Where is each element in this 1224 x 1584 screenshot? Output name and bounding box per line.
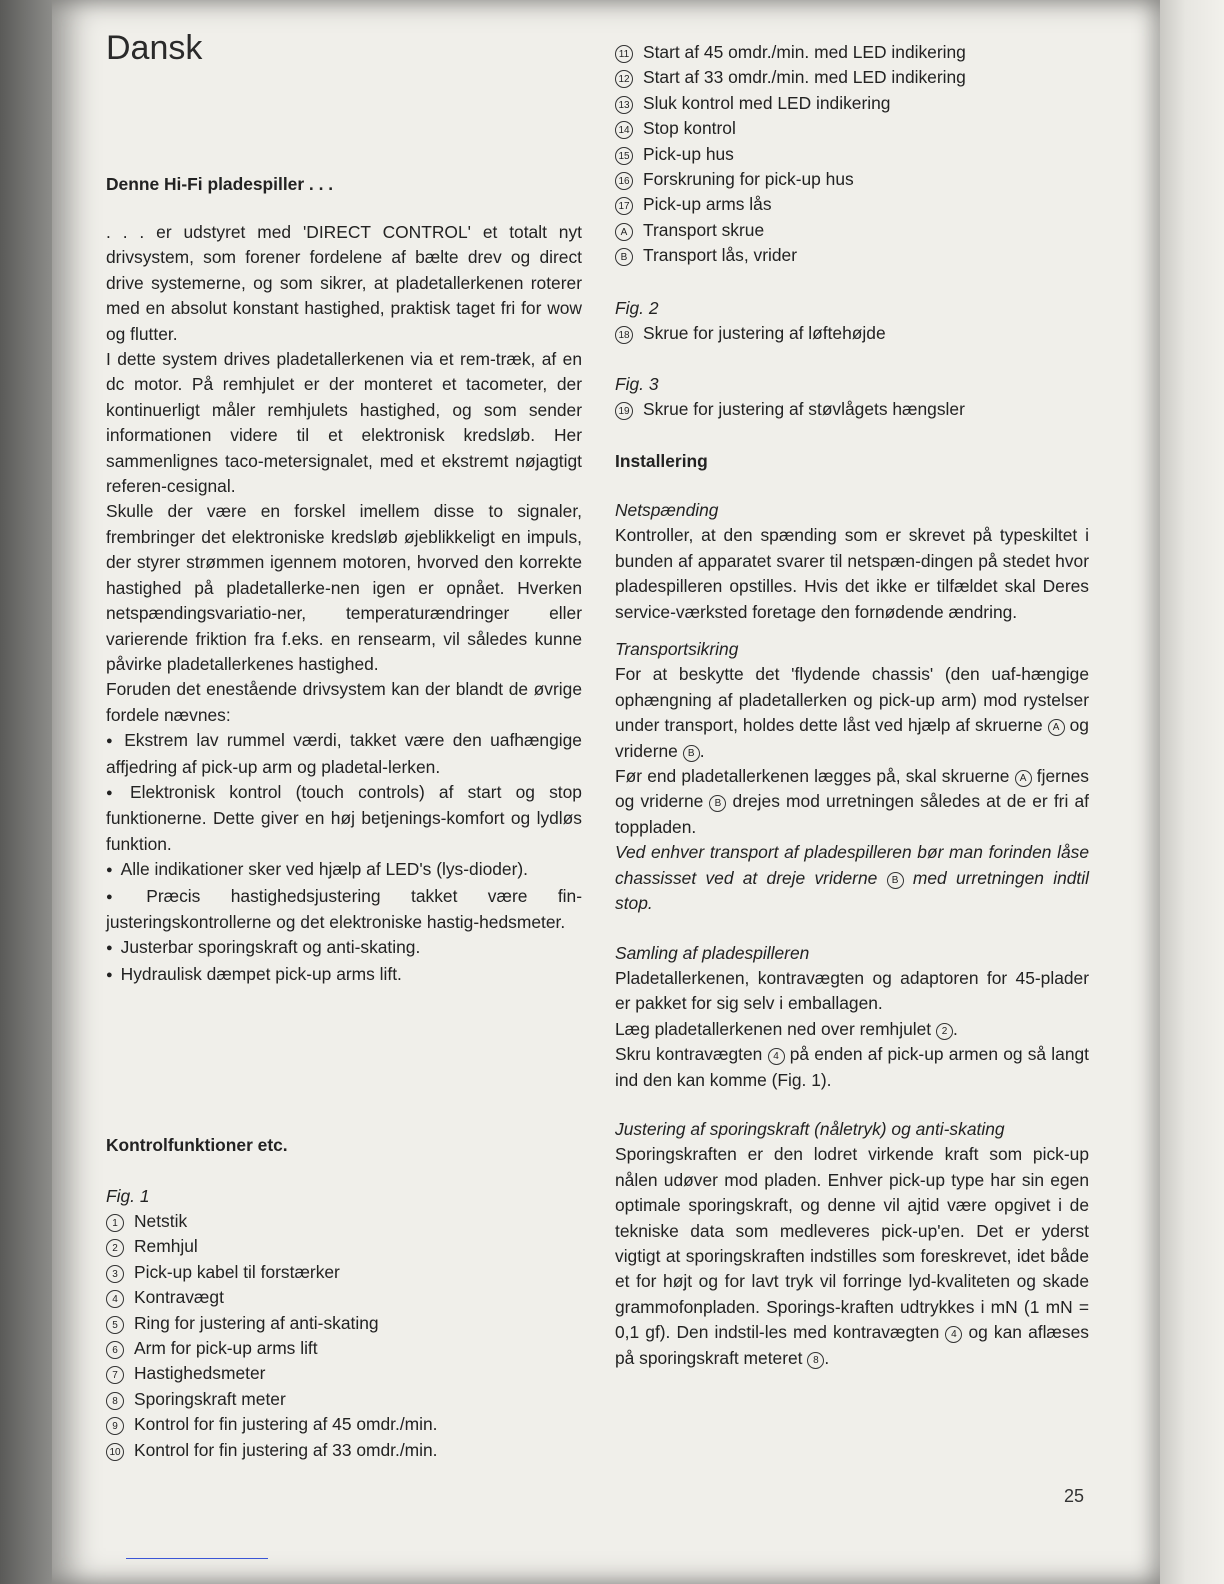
subheading-netspaending: Netspænding [615, 500, 719, 520]
item-number-badge: 9 [106, 1417, 124, 1435]
paragraph-justering [615, 1142, 1089, 1371]
page-gutter-shadow [0, 0, 52, 1584]
control-item [106, 1438, 438, 1463]
item-number-badge: 5 [106, 1316, 124, 1334]
item-label: Start af 33 omdr./min. med LED indikering [643, 67, 966, 88]
paragraph-samling-2 [615, 1017, 1089, 1042]
item-label: Pick-up arms lås [643, 194, 772, 215]
intro-paragraph-2: I dette system drives pladetallerkenen via et rem-træk, af en dc motor. På remhjulet er der monteret et tacometer, der kontinuerligt måler remhjulets hastighed, og som sender informationen videre til et elektronisk kredsløb. Her sammenlignes taco-metersignalet, med et ekstremt nøjagtigt referen-cesignal. [106, 349, 582, 497]
subheading-transportsikring: Transportsikring [615, 639, 739, 660]
item-4-badge: 4 [768, 1048, 785, 1065]
lock-b-badge: B [683, 745, 700, 762]
hyperlink-underline[interactable] [126, 1558, 268, 1559]
control-item [106, 1311, 438, 1336]
text-run: Læg pladetallerkenen ned over remhjulet [615, 1018, 932, 1039]
item-number-badge: 7 [106, 1366, 124, 1384]
item-2-badge: 2 [936, 1023, 953, 1040]
item-number-badge: 17 [615, 197, 633, 215]
control-item [106, 1387, 438, 1412]
page-edge [1160, 0, 1224, 1584]
paragraph-samling-1: Pladetallerkenen, kontravægten og adaptoren for 45-plader er pakket for sig selv i emballagen. [615, 967, 1089, 1014]
control-item [106, 1209, 438, 1234]
item-label: Arm for pick-up arms lift [134, 1338, 318, 1359]
page-title: Dansk [106, 29, 203, 67]
item-label: Transport lås, vrider [643, 245, 797, 266]
control-item [106, 1412, 438, 1437]
text-run: og vriderne [615, 715, 1089, 761]
paragraph-transport-1 [615, 662, 1089, 764]
fig3-item [615, 397, 965, 422]
fig1-list [106, 1209, 438, 1463]
installation-text [615, 498, 1089, 1371]
screw-a-badge: A [1015, 770, 1032, 787]
text-run: drejes mod urretningen således at de er fri af toppladen. [615, 791, 1089, 837]
item-label: Kontrol for fin justering af 33 omdr./min. [134, 1439, 438, 1460]
item-number-badge: 4 [106, 1290, 124, 1308]
control-item [106, 1336, 438, 1361]
fig2-label: Fig. 2 [615, 298, 659, 318]
fig1-list-continued [615, 40, 966, 269]
item-label: Pick-up kabel til forstærker [134, 1261, 340, 1282]
item-8-badge: 8 [807, 1352, 824, 1369]
feature-bullet: ● Justerbar sporingskraft og anti-skating. [106, 935, 582, 961]
control-item [615, 142, 966, 167]
item-label: Netstik [134, 1211, 188, 1231]
text-run: . [952, 1018, 958, 1039]
item-label: Sporingskraft meter [134, 1388, 286, 1409]
item-label: Skrue for justering af støvlågets hængsler [643, 399, 965, 419]
intro-text [106, 220, 582, 988]
intro-paragraph-1: . . . er udstyret med 'DIRECT CONTROL' et totalt nyt drivsystem, som forener fordelene af bælte drev og direct drive systemerne, og som sikrer, at pladetallerkenen roterer med en absolut konstant hastighed, praktisk taget fri for wow og flutter. [106, 222, 582, 344]
text-run: . [699, 740, 705, 761]
paragraph-transport-note [615, 840, 1089, 916]
paragraph-samling-3 [615, 1042, 1089, 1093]
item-number-badge: 12 [615, 70, 633, 88]
control-item [106, 1260, 438, 1285]
feature-bullet: ● Hydraulisk dæmpet pick-up arms lift. [106, 962, 582, 988]
intro-paragraph-3: Skulle der være en forskel imellem disse to signaler, frembringer det elektroniske kredsløb øjeblikkeligt en impuls, der styrer strømmen igennem motoren, hvorved den korrekte hastighed på pladetallerke-nen igen er opnået. Hverken netspændingsvariatio-ner, temperaturændringer eller varierende friktion fra f.eks. en rensearm, vil således kunne påvirke pladetallerkenes hastighed. [106, 501, 582, 674]
heading-denne: Denne Hi-Fi pladespiller . . . [106, 174, 334, 194]
intro-paragraph-4: Foruden det enestående drivsystem kan der blandt de øvrige fordele nævnes: [106, 679, 582, 725]
fig1-label: Fig. 1 [106, 1186, 150, 1206]
paragraph-netspaending: Kontroller, at den spænding som er skrevet på typeskiltet i bunden af apparatet svarer til netspæn-dingen på stedet hvor pladespilleren opstilles. Hvis det ikke er tilfældet skal Deres service-værksted foretage den fornødende ændring. [615, 525, 1089, 622]
item-number-badge: 13 [615, 96, 633, 114]
item-label: Transport skrue [643, 219, 765, 240]
item-label: Hastighedsmeter [134, 1363, 266, 1384]
item-label: Pick-up hus [643, 143, 734, 164]
item-number-badge: 2 [106, 1239, 124, 1257]
item-number-badge: B [615, 248, 633, 266]
control-item [615, 40, 966, 65]
text-run: Skru kontravægten [615, 1044, 763, 1065]
subheading-samling: Samling af pladespilleren [615, 942, 810, 963]
item-label: Sluk kontrol med LED indikering [643, 92, 891, 113]
text-run: og kan aflæses på sporingskraft meteret [615, 1322, 1089, 1368]
item-number-badge: 18 [615, 326, 633, 344]
feature-bullet: ● Præcis hastighedsjustering takket være fin-justeringskontrollerne og det elektroniske hastig-hedsmeter. [106, 884, 582, 936]
screw-a-badge: A [1048, 719, 1065, 736]
item-number-badge: 1 [106, 1214, 124, 1232]
text-run: Ved enhver transport af pladespilleren bør man forinden låse chassisset ved at dreje vriderne [615, 842, 1089, 888]
lock-b-badge: B [887, 872, 904, 889]
feature-bullet: ● Alle indikationer sker ved hjælp af LED's (lys-dioder). [106, 857, 582, 883]
paragraph-transport-2 [615, 764, 1089, 840]
item-number-badge: 8 [106, 1392, 124, 1410]
text-run: med urretningen indtil stop. [615, 867, 1089, 914]
item-number-badge: 16 [615, 172, 633, 190]
item-label: Skrue for justering af løftehøjde [643, 323, 886, 343]
item-label: Ring for justering af anti-skating [134, 1312, 379, 1333]
item-label: Stop kontrol [643, 118, 736, 139]
fig3-label: Fig. 3 [615, 374, 659, 394]
text-run: fjernes og vriderne [615, 766, 1089, 812]
text-run: For at beskytte det 'flydende chassis' (den uaf-hængige ophængning af pladetallerken og pick-up arm) mod rystelser under transport, holdes dette låst ved hjælp af skruerne [615, 664, 1089, 736]
text-run: Før end pladetallerkenen lægges på, skal skruerne [615, 766, 1010, 787]
item-number-badge: 15 [615, 147, 633, 165]
heading-kontrolfunktioner: Kontrolfunktioner etc. [106, 1135, 288, 1155]
item-number-badge: 14 [615, 121, 633, 139]
lock-b-badge: B [709, 795, 726, 812]
item-label: Start af 45 omdr./min. med LED indikering [643, 42, 966, 62]
feature-bullet: ● Elektronisk kontrol (touch controls) af start og stop funktionerne. Dette giver en høj betjenings-komfort og lydløs funktion. [106, 780, 582, 857]
text-run: . [824, 1347, 830, 1368]
control-item [615, 65, 966, 90]
control-item [615, 167, 966, 192]
control-item [106, 1234, 438, 1259]
control-item [615, 192, 966, 217]
item-number-badge: 6 [106, 1341, 124, 1359]
control-item [106, 1361, 438, 1386]
text-run: Sporingskraften er den lodret virkende kraft som pick-up nålen udøver mod pladen. Enhver pick-up type har sin egen optimale sporingskraft, og denne vil ajtid være opgivet i de tekniske data som medleveres pick-up'en. Det er yderst vigtigt at sporingskraften indstilles som foreskrevet, idet både et for højt og for lavt tryk vil forringe lyd-kvaliteten og skade grammofonpladen. Sporings-kraften udtrykkes i mN (1 mN = 0,1 gf). Den indstil-les med kontravægten [615, 1144, 1089, 1343]
item-number-badge: 3 [106, 1265, 124, 1283]
fig2-item [615, 321, 886, 346]
item-label: Kontrol for fin justering af 45 omdr./min. [134, 1414, 438, 1435]
page-number: 25 [1064, 1486, 1085, 1506]
item-number-badge: 19 [615, 402, 633, 420]
control-item [615, 116, 966, 141]
item-number-badge: 11 [615, 45, 633, 63]
item-4-badge: 4 [945, 1326, 962, 1343]
subheading-justering: Justering af sporingskraft (nåletryk) og anti-skating [615, 1118, 1005, 1139]
text-run: på enden af pick-up armen og så langt ind den kan komme (Fig. 1). [615, 1044, 1090, 1090]
control-item [615, 91, 966, 116]
item-label: Forskruning for pick-up hus [643, 169, 854, 190]
heading-installering: Installering [615, 451, 708, 471]
control-item [615, 243, 966, 268]
item-label: Kontravægt [134, 1287, 224, 1308]
item-label: Remhjul [134, 1236, 198, 1257]
control-item [106, 1285, 438, 1310]
control-item [615, 218, 966, 243]
item-number-badge: A [615, 223, 633, 241]
item-number-badge: 10 [106, 1443, 124, 1461]
feature-bullet: ● Ekstrem lav rummel værdi, takket være den uafhængige affjedring af pick-up arm og pladetal-lerken. [106, 728, 582, 780]
